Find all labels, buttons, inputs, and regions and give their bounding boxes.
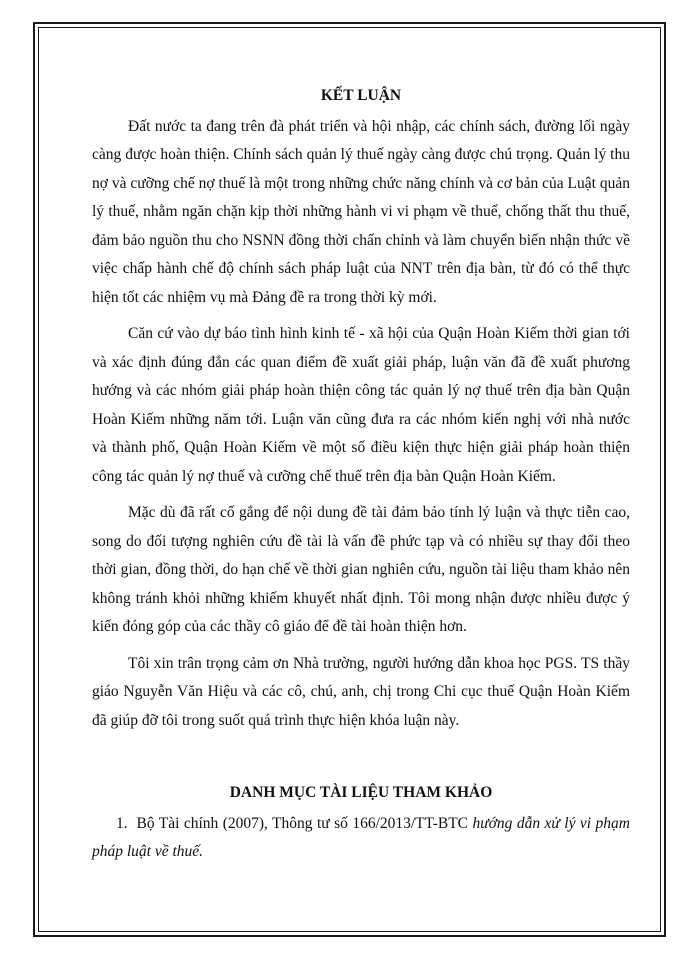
conclusion-title: KẾT LUẬN	[320, 87, 402, 104]
reference-item-1	[92, 810, 630, 867]
conclusion-paragraph-2: Căn cứ vào dự báo tình hình kinh tế - xã hội của Quận Hoàn Kiếm thời gian tới và xác định đúng đắn các quan điểm đề xuất giải pháp, luận văn đã đề xuất phương hướng và các nhóm giải pháp hoàn thiện công tác quản lý nợ thuế trên địa bàn Quận Hoàn Kiếm những năm tới. Luận văn cũng đưa ra các nhóm kiến nghị với nhà nước và thành phố, Quận Hoàn Kiếm về một số điều kiện thực hiện giải pháp hoàn thiện công tác quản lý nợ thuế và cưỡng chế thuế trên địa bàn Quận Hoàn Kiếm.	[92, 325, 630, 485]
references-title: DANH MỤC TÀI LIỆU THAM KHẢO	[229, 784, 493, 801]
reference-italic-title: hướng dẫn xử lý vi phạm pháp luật về thuế.	[92, 814, 630, 860]
reference-text: Bộ Tài chính (2007), Thông tư số 166/2013/TT-BTC	[136, 814, 468, 832]
reference-number: 1.	[116, 814, 128, 832]
conclusion-paragraph-4: Tôi xin trân trọng cảm ơn Nhà trường, người hướng dẫn khoa học PGS. TS thầy giáo Nguyễn Văn Hiệu và các cô, chú, anh, chị trong Chi cục thuế Quận Hoàn Kiếm đã giúp đỡ tôi trong suốt quá trình thực hiện khóa luận này.	[92, 654, 630, 729]
conclusion-paragraph-1: Đất nước ta đang trên đà phát triển và hội nhập, các chính sách, đường lối ngày càng được hoàn thiện. Chính sách quản lý thuế ngày càng được chú trọng. Quản lý thu nợ và cưỡng chế nợ thuế là một trong những chức năng chính và cơ bản của Luật quản lý thuế, nhằm ngăn chặn kịp thời những hành vi vi phạm về thuế, chống thất thu thuế, đảm bảo nguồn thu cho NSNN đồng thời chấn chỉnh và làm chuyển biến nhận thức về việc chấp hành chế độ chính sách pháp luật của NNT trên địa bàn, từ đó có thể thực hiện tốt các nhiệm vụ mà Đảng đề ra trong thời kỳ mới.	[92, 117, 630, 306]
page-content	[92, 82, 630, 867]
conclusion-paragraph-3: Mặc dù đã rất cố gắng để nội dung đề tài đảm bảo tính lý luận và thực tiễn cao, song do đối tượng nghiên cứu đề tài là vấn đề phức tạp và có nhiều sự thay đổi theo thời gian, đồng thời, do hạn chế về thời gian nghiên cứu, nguồn tài liệu tham khảo nên không tránh khỏi những khiếm khuyết nhất định. Tôi mong nhận được nhiều được ý kiến đóng góp của các thầy cô giáo để đề tài hoàn thiện hơn.	[92, 504, 630, 635]
